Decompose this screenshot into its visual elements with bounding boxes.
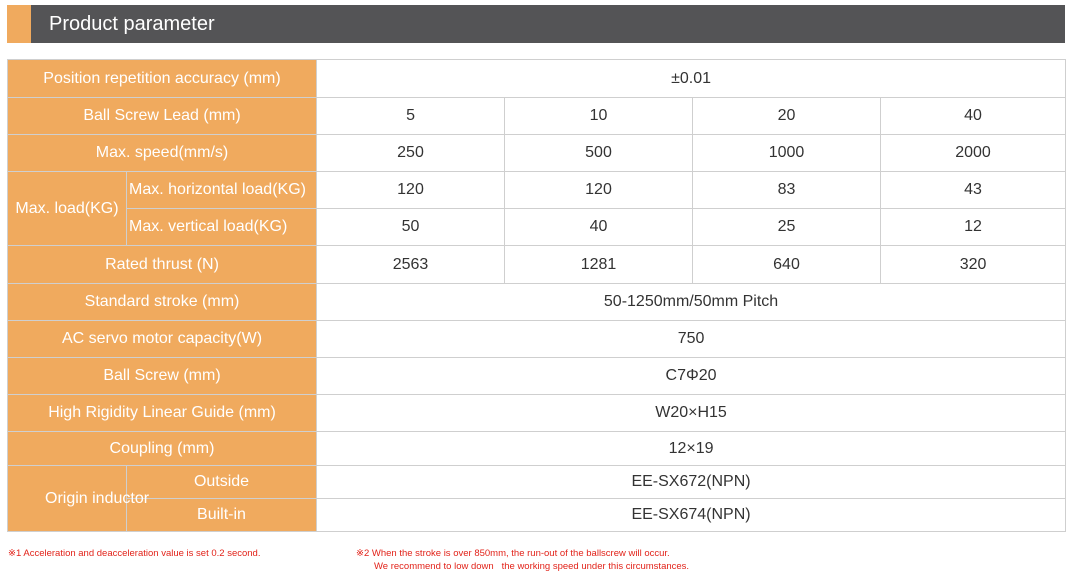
table-row	[8, 321, 1066, 358]
table-row	[8, 246, 1066, 284]
row-label: Max. horizontal load(KG)	[127, 172, 317, 209]
product-parameter-table	[7, 59, 1066, 532]
cell: 320	[881, 246, 1066, 284]
row-group-label: Max. load(KG)	[8, 172, 127, 246]
row-value: 50-1250mm/50mm Pitch	[317, 284, 1066, 321]
row-label: High Rigidity Linear Guide (mm)	[8, 395, 317, 432]
table-row	[8, 358, 1066, 395]
cell: 50	[317, 209, 505, 246]
cell: 250	[317, 135, 505, 172]
row-value: ±0.01	[317, 60, 1066, 98]
cell: 120	[317, 172, 505, 209]
table-row	[8, 466, 1066, 499]
row-value: 750	[317, 321, 1066, 358]
table-row	[8, 98, 1066, 135]
row-value: EE-SX674(NPN)	[317, 499, 1066, 532]
cell: 500	[505, 135, 693, 172]
row-value: EE-SX672(NPN)	[317, 466, 1066, 499]
cell: 20	[693, 98, 881, 135]
table-row	[8, 60, 1066, 98]
cell: 40	[505, 209, 693, 246]
cell: 12	[881, 209, 1066, 246]
table-row	[8, 172, 1066, 209]
row-label: Built-in	[127, 499, 317, 532]
row-label: Standard stroke (mm)	[8, 284, 317, 321]
origin-inductor-label: Origin inductor	[45, 489, 150, 507]
cell: 10	[505, 98, 693, 135]
table-row	[8, 395, 1066, 432]
cell: 2563	[317, 246, 505, 284]
row-label: Max. speed(mm/s)	[8, 135, 317, 172]
footnote-2-line-2: We recommend to low down the working speed under this circumstances.	[374, 561, 690, 572]
table-row	[8, 135, 1066, 172]
cell: 1000	[693, 135, 881, 172]
cell: 2000	[881, 135, 1066, 172]
row-label: Position repetition accuracy (mm)	[8, 60, 317, 98]
cell: 40	[881, 98, 1066, 135]
cell: 1281	[505, 246, 693, 284]
row-value: C7Φ20	[317, 358, 1066, 395]
footnote-1: ※1 Acceleration and deacceleration value is set 0.2 second.	[8, 548, 261, 559]
table-row	[8, 284, 1066, 321]
table-row	[8, 499, 1066, 532]
section-title: Product parameter	[49, 13, 215, 35]
cell: 5	[317, 98, 505, 135]
cell: 43	[881, 172, 1066, 209]
row-label: Coupling (mm)	[8, 432, 317, 466]
row-group-label	[8, 466, 150, 532]
row-label: Outside	[127, 466, 317, 499]
footnote-2-line-1: ※2 When the stroke is over 850mm, the run-out of the ballscrew will occur.	[356, 548, 670, 559]
cell: 640	[693, 246, 881, 284]
section-header	[7, 5, 1065, 43]
row-label: Ball Screw Lead (mm)	[8, 98, 317, 135]
cell: 25	[693, 209, 881, 246]
row-label: Rated thrust (N)	[8, 246, 317, 284]
row-label: AC servo motor capacity(W)	[8, 321, 317, 358]
header-accent	[7, 5, 31, 43]
row-value: W20×H15	[317, 395, 1066, 432]
cell: 83	[693, 172, 881, 209]
row-value: 12×19	[317, 432, 1066, 466]
table-row	[8, 432, 1066, 466]
cell: 120	[505, 172, 693, 209]
row-label: Max. vertical load(KG)	[127, 209, 317, 246]
row-label: Ball Screw (mm)	[8, 358, 317, 395]
table-row	[8, 209, 1066, 246]
